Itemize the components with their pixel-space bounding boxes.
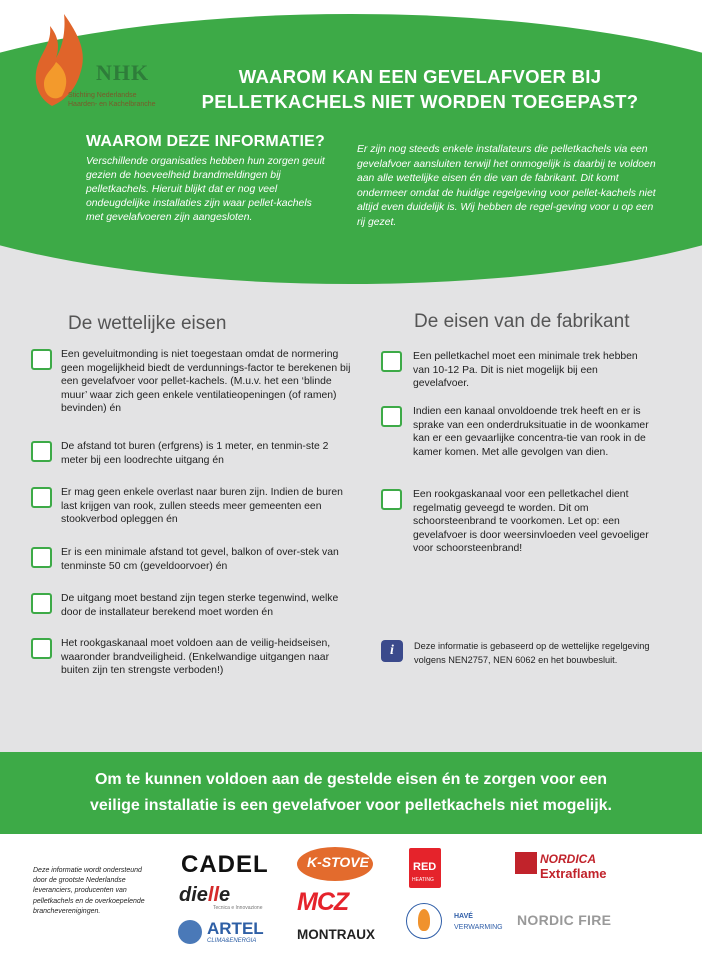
nordica-logo: NORDICA — [540, 852, 596, 866]
legal-requirements-title: De wettelijke eisen — [68, 313, 227, 334]
checkbox-icon — [31, 547, 52, 568]
checkbox-icon — [31, 593, 52, 614]
artel-globe-icon — [178, 920, 202, 944]
logo-subtitle: Haarden- en Kachelbranche — [68, 101, 156, 108]
checkbox-icon — [31, 441, 52, 462]
checkbox-icon — [381, 489, 402, 510]
page-title: WAAROM KAN EEN GEVELAFVOER BIJ PELLETKACHELS NIET WORDEN TOEGEPAST? — [201, 66, 639, 112]
manufacturer-item: Een pelletkachel moet een minimale trek hebben van 10-12 Pa. Dit is niet mogelijk bij een gevelafvoer. — [381, 350, 651, 391]
manufacturer-item: Een rookgaskanaal voor een pelletkachel dient regelmatig geveegd te worden. Dit om schoorsteenbrand te voorkomen. Let op: een gevelafvoer is door weersinvloeden veel gevoeliger voor schoorsteenbrand! — [381, 488, 651, 556]
have-logo: HAVÉ — [454, 913, 473, 920]
checkbox-icon — [31, 349, 52, 370]
legal-item: Er is een minimale afstand tot gevel, balkon of over-stek van tenminste 50 cm (geveldoorvoer) én — [31, 546, 351, 573]
dielle-logo: dielle — [179, 884, 231, 906]
footer-note: Deze informatie wordt ondersteund door de grootste Nederlandse leveranciers, producenten van pelletkachels en de overkoepelende brancheverenigingen. — [33, 867, 145, 915]
checkbox-icon — [381, 351, 402, 372]
nordica-mark-icon — [515, 852, 537, 874]
nordic-fire-logo: NORDIC FIRE — [517, 912, 612, 928]
logo-text: NHK — [96, 60, 150, 85]
checkbox-icon — [381, 406, 402, 427]
artel-logo: ARTEL — [207, 919, 264, 938]
legal-item: Er mag geen enkele overlast naar buren zijn. Indien de buren last krijgen van rook, zullen steeds meer gemeenten een stookverbod opleggen én — [31, 486, 351, 527]
montraux-logo: MONTRAUX — [297, 927, 375, 942]
why-heading: WAAROM DEZE INFORMATIE? — [86, 133, 325, 150]
dielle-tagline: Tecnica e Innovazione — [213, 905, 263, 911]
checkbox-icon — [31, 638, 52, 659]
footer — [0, 834, 702, 968]
checkbox-icon — [31, 487, 52, 508]
have-flame-icon — [418, 909, 430, 931]
legal-item: Een geveluitmonding is niet toegestaan omdat de normering geen mogelijkheid biedt de verdunnings-factor te berekenen bij een gevelafvoer voor pellet-kachels. (M.u.v. het een ‘blinde muur’ waar zich geen enkele ventilatieopeningen (of ramen) bevinden) én — [31, 348, 351, 416]
manufacturer-requirements-title: De eisen van de fabrikant — [414, 311, 630, 332]
info-note: i Deze informatie is gebaseerd op de wettelijke regelgeving volgens NEN2757, NEN 6062 en het bouwbesluit. — [381, 640, 651, 667]
legal-item: De afstand tot buren (erfgrens) is 1 meter, en tenmin-ste 2 meter bij een loodrechte uitgang én — [31, 440, 351, 467]
why-left-text: Verschillende organisaties hebben hun zorgen geuit gezien de hoeveelheid brandmeldingen bij pelletkachels. Hieruit blijkt dat er nog veel ondeugdelijke installaties zijn waar pellet-kachels met gevelafvoeren zijn aangesloten. — [86, 156, 325, 223]
artel-tagline: CLIMA&ENERGIA — [207, 938, 257, 944]
info-icon: i — [381, 640, 403, 662]
legal-item: De uitgang moet bestand zijn tegen sterke tegenwind, welke door de installateur berekend moet worden én — [31, 592, 351, 619]
why-right-text: Er zijn nog steeds enkele installateurs die pelletkachels via een gevelafvoer aansluiten terwijl het onmogelijk is daarbij te voldoen aan alle wettelijke eisen én die van de fabrikant. Dit komt ondermeer omdat de huidige regelgeving voor pellet-kachels niet altijd even duidelijk is. Wij hebben de regel-geving voor u op een rij gezet. — [357, 144, 656, 228]
red-heating-tagline: HEATING — [412, 877, 434, 883]
legal-item: Het rookgaskanaal moet voldoen aan de veilig-heidseisen, waaronder brandveiligheid. (Enkelwandige uitgangen naar buiten zijn ten strengste verboden!) — [31, 637, 351, 678]
conclusion-banner: Om te kunnen voldoen aan de gestelde eisen én te zorgen voor een veilige installatie is een gevelafvoer voor pelletkachels niet mogelijk. — [0, 752, 702, 834]
mcz-logo: MCZ — [297, 888, 349, 916]
cadel-logo: CADEL — [181, 851, 269, 878]
extraflame-logo: Extraflame — [540, 866, 607, 881]
nhk-logo — [30, 12, 180, 112]
red-heating-logo: RED — [413, 861, 437, 873]
kstove-logo: K-STOVE — [307, 854, 369, 870]
have-tagline: VERWARMING — [454, 924, 503, 931]
logo-subtitle: Stichting Nederlandse — [68, 92, 137, 99]
manufacturer-item: Indien een kanaal onvoldoende trek heeft en er is sprake van een onderdruksituatie in de woonkamer kan er een gevaarlijke concentra-tie van rook in de kamer komen. Met alle gevolgen van dien. — [381, 405, 651, 459]
